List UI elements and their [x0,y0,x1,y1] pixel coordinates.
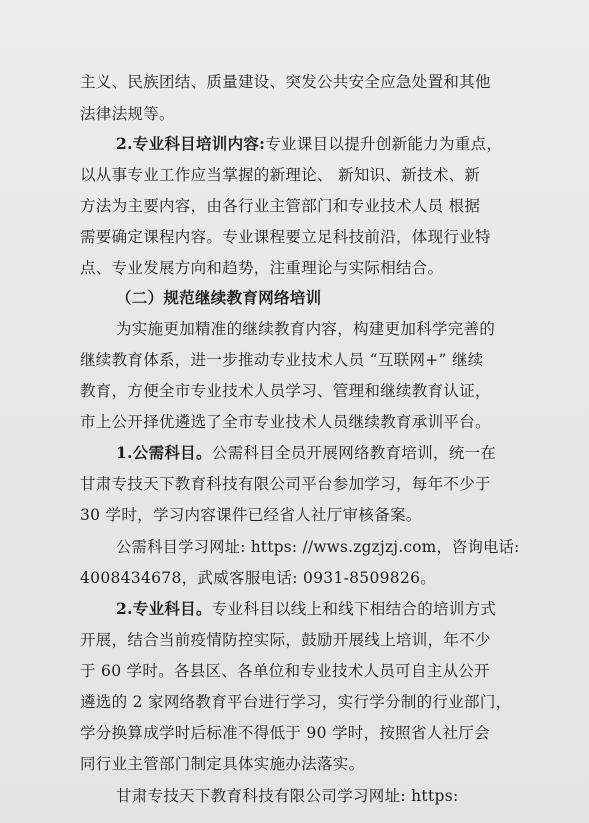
body-line: 开展，结合当前疫情防控实际，鼓励开展线上培训，年不少 [80,631,491,649]
body-line: 为实施更加精准的继续教育内容，构建更加科学完善的 [116,320,496,338]
body-line: 市上公开择优遴选了全市专业技术人员继续教育承训平台。 [80,413,491,431]
section-heading: （二）规范继续教育网络培训 [116,288,322,307]
body-line: 2.专业科目。专业科目以线上和线下相结合的培训方式 [116,599,497,618]
body-line: 甘肃专技天下教育科技有限公司平台参加学习，每年不少于 [80,475,491,493]
url-line: 公需科目学习网址: https: //wws.zgzjzj.com，咨询电话: [116,538,520,556]
body-line: 方法为主要内容，由各行业主管部门和专业技术人员 根据 [80,197,481,215]
phone-line: 4008434678，武威客服电话: 0931-8509826。 [80,569,437,587]
subheading: 1.公需科目。 [116,443,212,462]
body-line: 法律法规等。 [80,105,175,123]
body-line: 同行业主管部门制定具体实施办法落实。 [80,755,365,773]
body-line: 教育，方便全市专业技术人员学习、管理和继续教育认证， [80,382,491,400]
body-line: 遴选的 2 家网络教育平台进行学习，实行学分制的行业部门， [80,693,512,711]
body-line: 需要确定课程内容。专业课程要立足科技前沿，体现行业特 [80,228,491,246]
body-line: 继续教育体系，进一步推动专业技术人员 “互联网+” 继续 [80,351,484,369]
body-line: 2.专业科目培训内容:专业课目以提升创新能力为重点， [116,134,503,153]
body-line: 以从事专业工作应当掌握的新理论、 新知识、新技术、新 [80,166,481,184]
body-line: 主义、民族团结、质量建设、突发公共安全应急处置和其他 [80,73,491,91]
body-line: 30 学时，学习内容课件已经省人社厅审核备案。 [80,506,422,524]
body-line: 于 60 学时。各县区、各单位和专业技术人员可自主从公开 [80,662,490,680]
url-line: 甘肃专技天下教育科技有限公司学习网址: https: [116,787,459,805]
body-line: 点、专业发展方向和趋势，注重理论与实际相结合。 [80,259,444,277]
subheading: 2.专业科目。 [116,599,212,618]
body-line: 学分换算成学时后标准不得低于 90 学时，按照省人社厅会 [80,724,490,742]
body-line: 1.公需科目。公需科目全员开展网络教育培训，统一在 [116,443,497,462]
subheading: 2.专业科目培训内容: [116,134,266,153]
